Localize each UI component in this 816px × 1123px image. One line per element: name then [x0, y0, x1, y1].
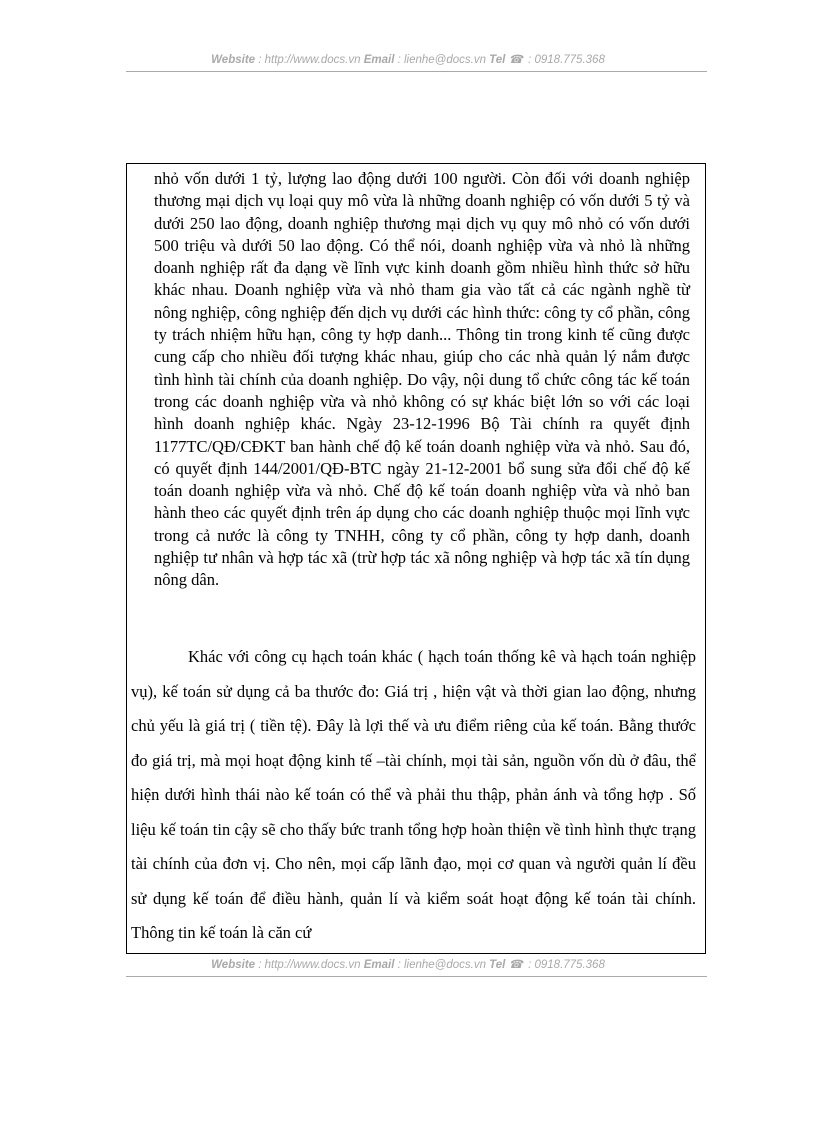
body-paragraph-1: nhỏ vốn dưới 1 tỷ, lượng lao động dưới 100 người. Còn đối với doanh nghiệp thương mại dịch vụ loại quy mô vừa là những doanh nghiệp có vốn dưới 5 tỷ và dưới 250 lao động, doanh nghiệp thương mại dịch vụ quy mô nhỏ có vốn dưới 500 triệu và dưới 50 lao động. Có thể nói, doanh nghiệp vừa và nhỏ là những doanh nghiệp rất đa dạng về lĩnh vực kinh doanh gồm nhiều hình thức sở hữu khác nhau. Doanh nghiệp vừa và nhỏ tham gia vào tất cả các ngành nghề từ nông nghiệp, công nghiệp đến dịch vụ dưới các hình thức: công ty cổ phần, công ty trách nhiệm hữu hạn, công ty hợp danh... Thông tin trong kinh tế cũng được cung cấp cho nhiều đối tượng khác nhau, giúp cho các nhà quản lý nắm được tình hình tài chính của doanh nghiệp. Do vậy, nội dung tổ chức công tác kế toán trong các doanh nghiệp vừa và nhỏ không có sự khác biệt lớn so với các loại hình doanh nghiệp khác. Ngày 23-12-1996 Bộ Tài chính ra quyết định 1177TC/QĐ/CĐKT ban hành chế độ kế toán doanh nghiệp vừa và nhỏ. Sau đó, có quyết định 144/2001/QĐ-BTC ngày 21-12-2001 bổ sung sửa đổi chế độ kế toán doanh nghiệp vừa và nhỏ. Chế độ kế toán doanh nghiệp vừa và nhỏ ban hành theo các quyết định trên áp dụng cho các doanh nghiệp thuộc mọi lĩnh vực trong cả nước là công ty TNHH, công ty cổ phần, công ty hợp danh, doanh nghiệp tư nhân và hợp tác xã (trừ hợp tác xã nông nghiệp và hợp tác xã tín dụng nông dân. — [154, 169, 690, 590]
footer-email-label: Email — [363, 959, 395, 971]
website-label: Website — [211, 54, 256, 66]
footer-website-label: Website — [211, 959, 256, 971]
tel-value: : 0918.775.368 — [524, 54, 605, 66]
footer-tel-label: Tel — [489, 959, 506, 971]
email-value: : lienhe@docs.vn — [394, 54, 490, 66]
footer-website-value: : http://www.docs.vn — [255, 959, 364, 971]
footer-email-value: : lienhe@docs.vn — [394, 959, 490, 971]
page-footer — [0, 957, 816, 971]
footer-rule — [126, 976, 707, 977]
tel-label: Tel — [489, 54, 506, 66]
footer-phone-icon: ☎ — [508, 959, 523, 971]
page-header — [0, 52, 816, 66]
header-rule — [126, 71, 707, 72]
website-value: : http://www.docs.vn — [255, 54, 364, 66]
email-label: Email — [363, 54, 395, 66]
phone-icon: ☎ — [508, 54, 523, 66]
footer-tel-value: : 0918.775.368 — [524, 959, 605, 971]
body-paragraph-2: Khác với công cụ hạch toán khác ( hạch toán thống kê và hạch toán nghiệp vụ), kế toán sử dụng cả ba thước đo: Giá trị , hiện vật và thời gian lao động, nhưng chủ yếu là giá trị ( tiền tệ). Đây là lợi thế và ưu điểm riêng của kế toán. Bằng thước đo giá trị, mà mọi hoạt động kinh tế –tài chính, mọi tài sản, nguồn vốn dù ở đâu, thể hiện dưới hình thái nào kế toán có thể và phải thu thập, phản ánh và tổng hợp . Số liệu kế toán tin cậy sẽ cho thấy bức tranh tổng hợp hoàn thiện về tình hình thực trạng tài chính của đơn vị. Cho nên, mọi cấp lãnh đạo, mọi cơ quan và người quản lí đều sử dụng kế toán để điều hành, quản lí và kiểm soát hoạt động kế toán tài chính. Thông tin kế toán là căn cứ — [131, 647, 696, 942]
